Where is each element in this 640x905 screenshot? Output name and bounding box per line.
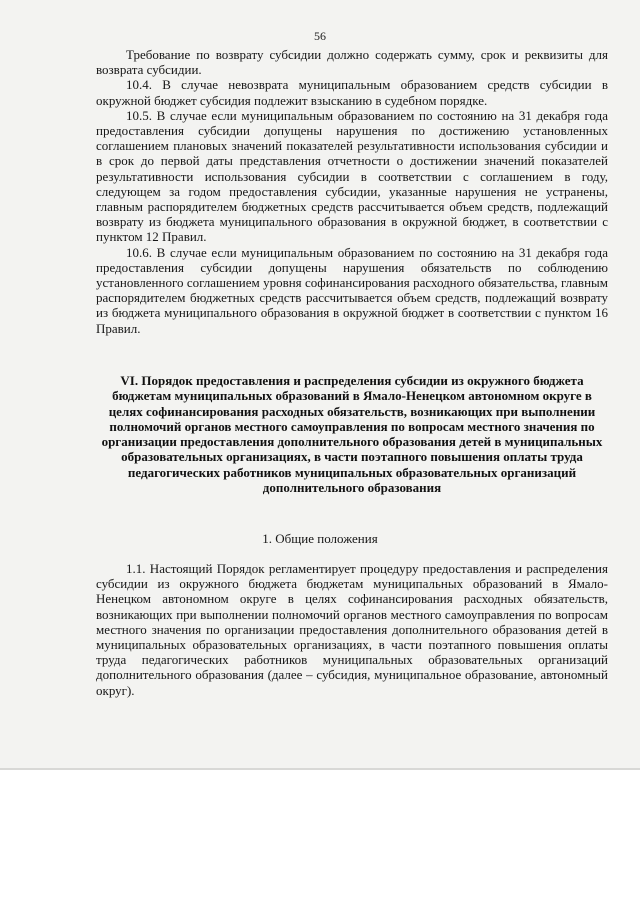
section-subheading: 1. Общие положения xyxy=(262,531,378,546)
paragraph-10-5: 10.5. В случае если муниципальным образованием по состоянию на 31 декабря года предоставления субсидии допущены нарушения по достижению установленных соглашением плановых значений показателей результативности использования субсидии и в срок до первой даты представления отчетности о достижении значений показателей результативности использования субсидии в соответствии с соглашением в году, следующем за годом предоставления субсидии, указанные нарушения не устранены, главным распорядителем бюджетных средств рассчитывается объем средств, подлежащий возврату из бюджета муниципального образования в окружной бюджет, в соответствии с пунктом 12 Правил. xyxy=(96,107,608,245)
section-body xyxy=(96,561,608,698)
section-heading: VI. Порядок предоставления и распределения субсидии из окружного бюджета бюджетам муниципальных образований в Ямало-Ненецком автономном округе в целях софинансирования расходных обязательств, возникающих при выполнении полномочий органов местного самоуправления по вопросам местного значения по организации предоставления дополнительного образования детей в муниципальных образовательных организациях, в части поэтапного повышения оплаты труда педагогических работников муниципальных образовательных организаций дополнительного образования xyxy=(101,373,603,496)
blank-margin xyxy=(0,772,640,905)
paragraph-1-1: 1.1. Настоящий Порядок регламентирует процедуру предоставления и распределения субсидии из окружного бюджета бюджетам муниципальных образований в Ямало-Ненецком автономном округе в целях софинансирования расходных обязательств, возникающих при выполнении полномочий органов местного самоуправления по вопросам местного значения по организации предоставления дополнительного образования детей в муниципальных образовательных организациях, в части поэтапного повышения оплаты труда педагогических работников муниципальных образовательных организаций дополнительного образования (далее – субсидия, муниципальное образование, автономный округ). xyxy=(96,561,608,698)
top-paragraphs xyxy=(96,47,608,336)
page-number: 56 xyxy=(314,29,326,43)
paragraph-10-4: 10.4. В случае невозврата муниципальным образованием средств субсидии в окружной бюджет субсидия подлежит взысканию в судебном порядке. xyxy=(96,77,608,108)
paragraph-return-requirement: Требование по возврату субсидии должно содержать сумму, срок и реквизиты для возврата субсидии. xyxy=(96,47,608,78)
paragraph-10-6: 10.6. В случае если муниципальным образованием по состоянию на 31 декабря года предоставления субсидии допущены нарушения обязательств по соблюдению установленного соглашением уровня софинансирования расходного обязательства, главным распорядителем бюджетных средств рассчитывается объем средств, подлежащий возврату из бюджета муниципального образования в окружной бюджет в соответствии с пунктом 16 Правил. xyxy=(96,244,608,336)
